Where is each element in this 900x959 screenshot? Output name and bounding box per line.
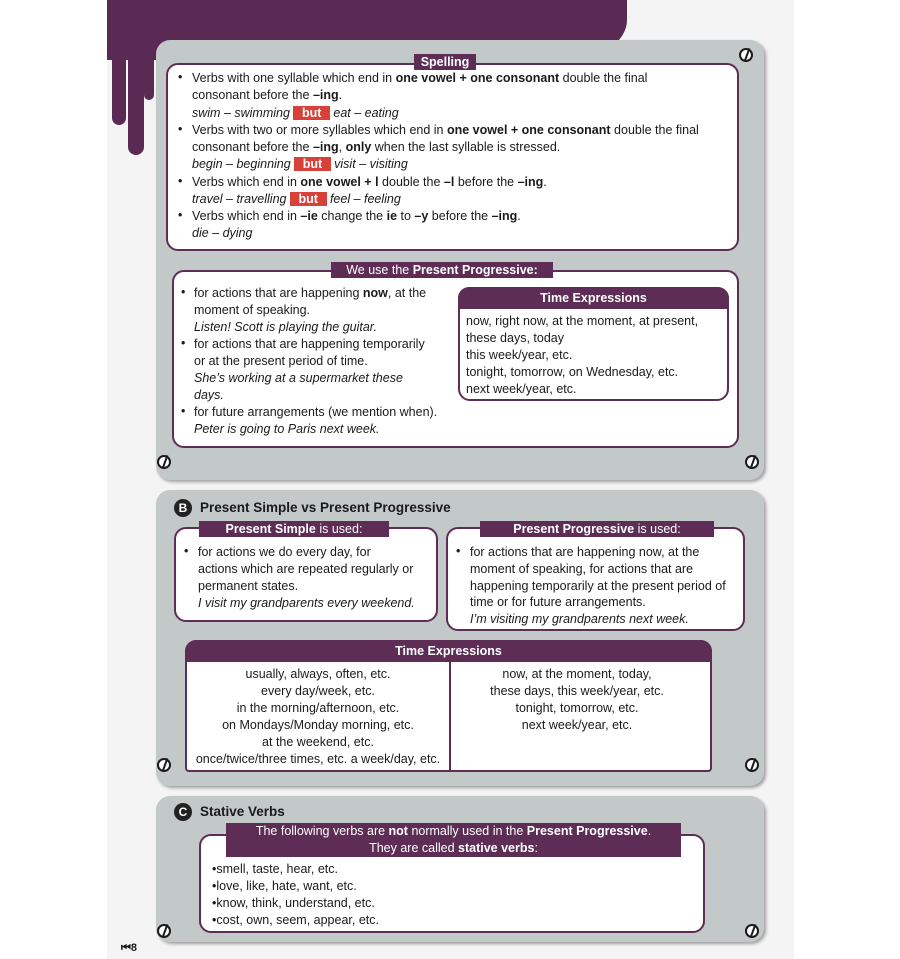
present-progressive-example: I’m visiting my grandparents next week. (470, 612, 689, 626)
present-progressive-line: happening temporarily at the present period of (470, 579, 726, 593)
present-progressive-banner: Present Progressive is used: (480, 521, 714, 537)
stative-verb-item: •know, think, understand, etc. (212, 896, 375, 910)
time-expression-left: at the weekend, etc. (262, 735, 374, 749)
rule-3-example: travel – travelling but feel – feeling (192, 192, 401, 206)
rule-1-line-1: Verbs with one syllable which end in one vowel + one consonant double the final (192, 71, 648, 85)
use-3-line: for future arrangements (we mention when). (194, 405, 438, 419)
time-expression: this week/year, etc. (466, 348, 573, 362)
time-expression-right: tonight, tomorrow, etc. (515, 701, 639, 715)
time-expression: next week/year, etc. (466, 382, 577, 396)
bullet: • (178, 70, 183, 84)
rule-2-line-2: consonant before the –ing, only when the last syllable is stressed. (192, 140, 561, 154)
bullet: • (181, 404, 186, 418)
time-expression: these days, today (466, 331, 564, 345)
stative-verb-item: •smell, taste, hear, etc. (212, 862, 338, 876)
present-simple-example: I visit my grandparents every weekend. (198, 596, 415, 610)
stative-banner-line-2: They are called stative verbs: (226, 840, 681, 857)
rule-4-line: Verbs which end in –ie change the ie to –y before the –ing. (192, 209, 521, 223)
present-simple-line: permanent states. (198, 579, 299, 593)
paperclip-icon (157, 758, 171, 772)
column-divider (449, 662, 451, 772)
but-label: but (294, 157, 331, 171)
time-expression-left: in the morning/afternoon, etc. (236, 701, 400, 715)
present-simple-line: actions which are repeated regularly or (198, 562, 414, 576)
use-2-line-1: for actions that are happening temporarily (194, 337, 425, 351)
spelling-title: Spelling (414, 54, 476, 70)
time-expression-right: next week/year, etc. (521, 718, 633, 732)
time-expression-left: usually, always, often, etc. (245, 667, 391, 681)
but-label: but (293, 106, 330, 120)
paperclip-icon (745, 758, 759, 772)
section-c-heading: Stative Verbs (200, 804, 285, 819)
use-2-example-1: She’s working at a supermarket these (194, 371, 403, 385)
time-expression-left: on Mondays/Monday morning, etc. (222, 718, 414, 732)
bullet: • (184, 544, 189, 558)
section-b-heading: Present Simple vs Present Progressive (200, 500, 451, 515)
time-expressions-table-title: Time Expressions (185, 640, 712, 662)
present-simple-banner: Present Simple is used: (199, 521, 389, 537)
time-expression: now, right now, at the moment, at present, (466, 314, 699, 328)
use-banner: We use the Present Progressive: (331, 262, 553, 278)
rule-2-example: begin – beginning but visit – visiting (192, 157, 408, 171)
stative-verb-item: •cost, own, seem, appear, etc. (212, 913, 379, 927)
paperclip-icon (745, 924, 759, 938)
time-expression: tonight, tomorrow, on Wednesday, etc. (466, 365, 679, 379)
use-1-line-1: for actions that are happening now, at the (194, 286, 427, 300)
rule-2-line-1: Verbs with two or more syllables which end in one vowel + one consonant double the final (192, 123, 699, 137)
paperclip-icon (157, 455, 171, 469)
bullet: • (181, 336, 186, 350)
rule-3-line: Verbs which end in one vowel + l double the –l before the –ing. (192, 175, 547, 189)
rule-1-example: swim – swimming but eat – eating (192, 106, 399, 120)
present-progressive-line: for actions that are happening now, at the (470, 545, 700, 559)
bullet: • (178, 174, 183, 188)
time-expression-left: once/twice/three times, etc. a week/day, etc. (195, 752, 441, 766)
time-expression-right: now, at the moment, today, (502, 667, 652, 681)
ink-drip (144, 55, 154, 100)
present-progressive-line: time or for future arrangements. (470, 595, 646, 609)
stative-verb-item: •love, like, hate, want, etc. (212, 879, 357, 893)
bullet: • (181, 285, 186, 299)
bullet: • (178, 122, 183, 136)
use-3-example: Peter is going to Paris next week. (194, 422, 380, 436)
time-expression-right: these days, this week/year, etc. (490, 684, 664, 698)
present-simple-line: for actions we do every day, for (198, 545, 371, 559)
paperclip-icon (745, 455, 759, 469)
but-label: but (290, 192, 327, 206)
page-number: ⏮8 (121, 942, 138, 954)
use-2-example-2: days. (194, 388, 224, 402)
rule-1-line-2: consonant before the –ing. (192, 88, 343, 102)
paperclip-icon (739, 48, 753, 62)
use-1-example: Listen! Scott is playing the guitar. (194, 320, 377, 334)
ink-drip (112, 55, 126, 125)
bullet: • (456, 544, 461, 558)
use-1-line-2: moment of speaking. (194, 303, 311, 317)
stative-banner-line-1: The following verbs are not normally used in the Present Progressive. (226, 823, 681, 840)
rule-4-example: die – dying (192, 226, 253, 240)
section-b-badge: B (174, 499, 192, 517)
time-expression-left: every day/week, etc. (261, 684, 375, 698)
paperclip-icon (157, 924, 171, 938)
present-progressive-line: moment of speaking, for actions that are (470, 562, 694, 576)
use-2-line-2: or at the present period of time. (194, 354, 368, 368)
ink-drip (128, 55, 144, 155)
bullet: • (178, 208, 183, 222)
time-expressions-title: Time Expressions (458, 287, 729, 309)
section-c-badge: C (174, 803, 192, 821)
